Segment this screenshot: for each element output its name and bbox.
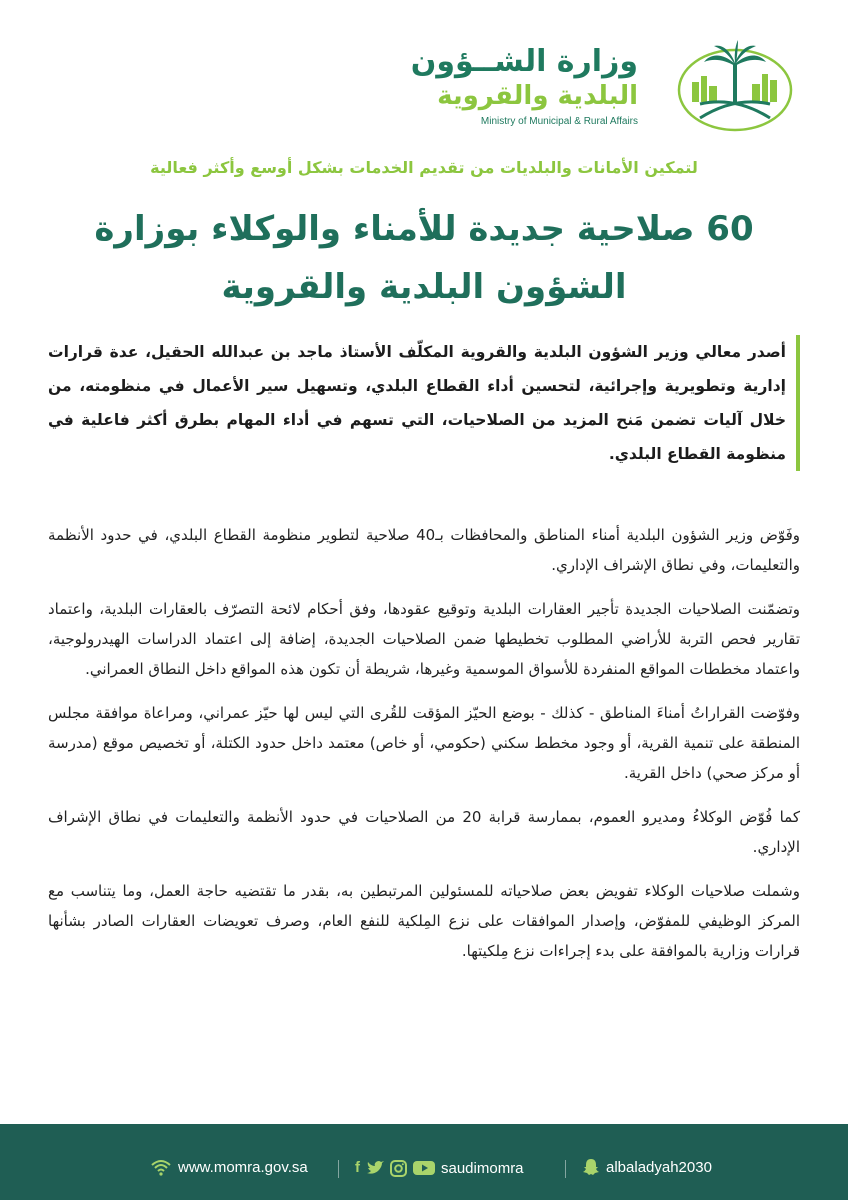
article-body (48, 520, 800, 980)
footer (0, 1124, 848, 1200)
footer-snapchat[interactable] (582, 1158, 712, 1176)
snapchat-handle[interactable]: albaladyah2030 (606, 1158, 712, 1176)
instagram-icon[interactable] (390, 1160, 407, 1177)
body-paragraph: وشملت صلاحيات الوكلاء تفويض بعض صلاحياته للمسئولين المرتبطين به، بقدر ما تقتضيه حاجة العمل، وما يتناسب مع المركز الوظيفي للمفوّض، وإصدار الموافقات على نزع المِلكية للنفع العام، وصرف تعويضات العقارات الصادر بشأنها قرارات وزارية بالموافقة على بدء إجراءات نزع مِلكيتها. (48, 882, 800, 960)
body-paragraph: وفَوّض وزير الشؤون البلدية أمناء المناطق والمحافظات بـ40 صلاحية لتطوير منظومة القطاع البلدي، في حدود الأنظمة والتعليمات، وفي نطاق الإشراف الإداري. (48, 526, 800, 574)
twitter-icon[interactable] (366, 1160, 384, 1176)
lead-paragraph: أصدر معالي وزير الشؤون البلدية والقروية المكلّف الأستاذ ماجد بن عبدالله الحقيل، عدة قرارات إدارية وتطويرية وإجرائية، لتحسين أداء القطاع البلدي، وتسهيل سير الأعمال في منظومته، من خلال آليات تضمن مَنح المزيد من الصلاحيات، التي تسهم في أداء المهام بطرق أكثر فاعلية في منظومة القطاع البلدي. (48, 335, 800, 471)
youtube-icon[interactable] (413, 1160, 435, 1176)
facebook-icon[interactable]: f (355, 1159, 360, 1176)
footer-divider (565, 1160, 566, 1178)
snapchat-icon[interactable] (582, 1158, 600, 1176)
ministry-logo-text (411, 44, 638, 127)
footer-row (0, 1158, 848, 1182)
header (48, 30, 808, 140)
page-title: 60 صلاحية جديدة للأمناء والوكلاء بوزارة الشؤون البلدية والقروية (94, 209, 754, 307)
social-handle[interactable]: saudimomra (441, 1159, 524, 1177)
ministry-name-en: Ministry of Municipal & Rural Affairs (480, 116, 638, 127)
ministry-name-line1: وزارة الشــؤون (410, 44, 638, 79)
footer-divider (338, 1160, 339, 1178)
palm-swords-emblem-icon (670, 30, 800, 140)
wifi-icon (150, 1158, 172, 1176)
body-paragraph: وفوّضت القراراتُ أمناءَ المناطق - كذلك - بوضع الحيّز المؤقت للقُرى التي ليس لها حيّز عمراني، ومراعاة موافقة مجلس المنطقة على تنمية القرية، أو وجود مخطط سكني (حكومي، أو خاص) معتمد داخل حدود الكتلة، أو تخصيص موقع (مدرسة أو مركز صحي) داخل القرية. (48, 704, 800, 782)
footer-website[interactable] (150, 1158, 308, 1176)
body-paragraph: وتضمّنت الصلاحيات الجديدة تأجير العقارات البلدية وتوقيع عقودها، وفق أحكام لائحة التصرّف بالعقارات البلدية، واعتماد تقارير فحص التربة للأراضي المطلوب تخطيطها ضمن الصلاحيات الجديدة، إضافة إلى اعتماد الدراسات الهيدرولوجية، واعتماد مخططات المواقع المنفردة للأسواق الموسمية وغيرها، شريطة أن تكون هذه المواقع داخل النطاق العمراني. (48, 600, 800, 678)
body-paragraph: كما فُوّض الوكلاءُ ومديرو العموم، بممارسة قرابة 20 من الصلاحيات في حدود الأنظمة والتعليمات في نطاق الإشراف الإداري. (48, 808, 800, 856)
subtitle: لتمكين الأمانات والبلديات من تقديم الخدمات بشكل أوسع وأكثر فعالية (150, 158, 698, 177)
footer-social[interactable] (355, 1158, 524, 1178)
website-link[interactable]: www.momra.gov.sa (178, 1158, 308, 1176)
ministry-name-line2: البلدية والقروية (437, 81, 638, 111)
